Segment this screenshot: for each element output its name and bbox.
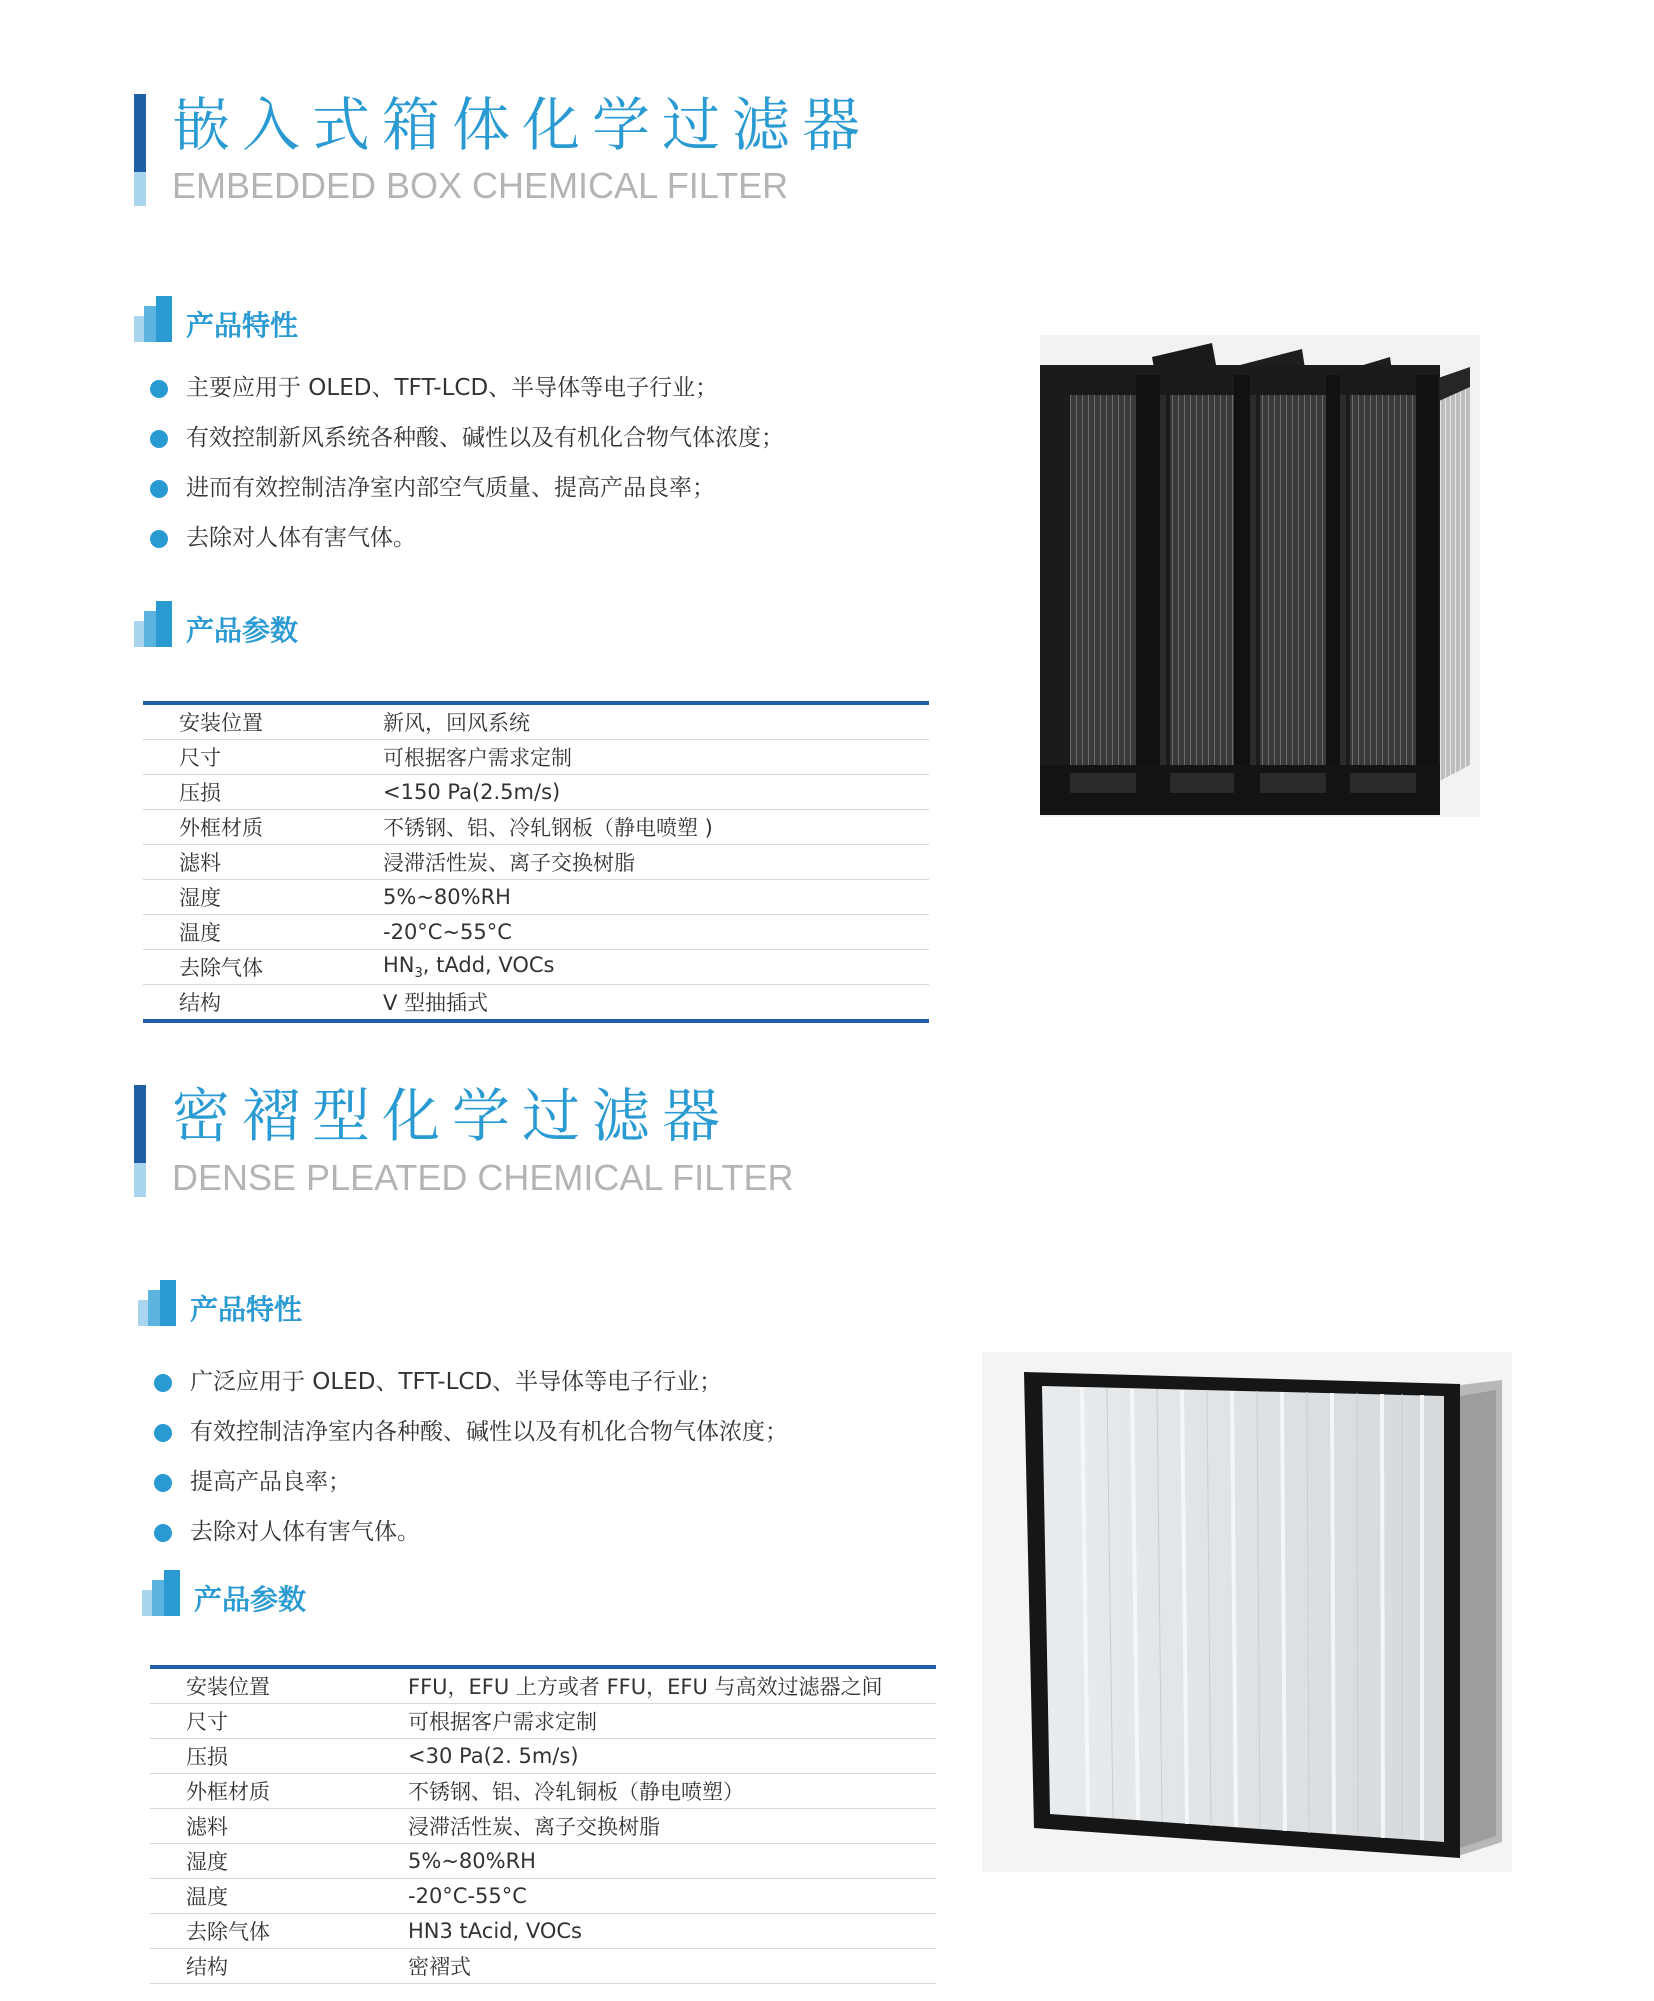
list-item	[150, 363, 784, 413]
table-row	[143, 985, 929, 1022]
table-row	[143, 915, 929, 950]
title-accent-bar	[134, 1085, 146, 1163]
bullet-dot-icon	[154, 1374, 172, 1392]
param-value: 浸滞活性炭、离子交换树脂	[408, 1809, 936, 1844]
pleated-panel-filter-image	[982, 1352, 1512, 1872]
v-bank-box-filter-illustration	[1040, 335, 1480, 817]
table-row	[143, 845, 929, 880]
list-item	[150, 413, 784, 463]
param-value	[383, 950, 929, 985]
param-key: 压损	[143, 775, 383, 810]
param-key: 外框材质	[143, 810, 383, 845]
table-row	[143, 950, 929, 985]
feature-text: 提高产品良率；	[190, 1469, 351, 1495]
param-key: 去除气体	[150, 1914, 408, 1949]
product-title-en: EMBEDDED BOX CHEMICAL FILTER	[172, 165, 789, 206]
param-key: 结构	[150, 1949, 408, 1984]
title-accent-bar-light	[134, 172, 146, 206]
param-value: 不锈钢、铝、冷轧铜板（静电喷塑）	[408, 1774, 936, 1809]
param-value: 新风，回风系统	[383, 705, 929, 740]
param-key: 去除气体	[143, 950, 383, 985]
param-key: 尺寸	[150, 1704, 408, 1739]
bullet-dot-icon	[150, 480, 168, 498]
table-row	[143, 810, 929, 845]
feature-text: 去除对人体有害气体。	[186, 525, 416, 551]
list-item	[154, 1507, 788, 1557]
param-key: 外框材质	[150, 1774, 408, 1809]
param-value: <150 Pa(2.5m/s)	[383, 775, 929, 810]
bullet-dot-icon	[154, 1424, 172, 1442]
v-bank-box-filter-image	[1040, 335, 1480, 817]
param-key: 温度	[143, 915, 383, 950]
product-title-cn: 密褶型化学过滤器	[172, 1082, 733, 1150]
param-key: 尺寸	[143, 740, 383, 775]
param-value: 可根据客户需求定制	[383, 740, 929, 775]
list-item	[154, 1407, 788, 1457]
bullet-dot-icon	[150, 430, 168, 448]
param-key: 滤料	[150, 1809, 408, 1844]
param-value-main: HN	[383, 952, 415, 977]
table-row	[143, 880, 929, 915]
bullet-dot-icon	[150, 530, 168, 548]
param-value: -20°C-55°C	[408, 1879, 936, 1914]
table-row	[143, 775, 929, 810]
param-value: 5%~80%RH	[408, 1844, 936, 1879]
param-value-subscript: 3	[414, 966, 423, 982]
table-row	[150, 1949, 936, 1984]
table-row	[150, 1809, 936, 1844]
bullet-dot-icon	[154, 1524, 172, 1542]
table-row	[150, 1669, 936, 1704]
param-value: -20°C~55°C	[383, 915, 929, 950]
param-value: 不锈钢、铝、冷轧钢板（静电喷塑 )	[383, 810, 929, 845]
table-row	[150, 1774, 936, 1809]
param-key: 压损	[150, 1739, 408, 1774]
param-value: FFU，EFU 上方或者 FFU，EFU 与高效过滤器之间	[408, 1669, 936, 1704]
pleated-panel-filter-illustration	[982, 1352, 1512, 1872]
table-row	[150, 1739, 936, 1774]
param-value: 密褶式	[408, 1949, 936, 1984]
param-value: V 型抽插式	[383, 985, 929, 1022]
list-item	[150, 513, 784, 563]
list-item	[150, 463, 784, 513]
features-heading-label: 产品特性	[186, 309, 299, 342]
feature-text: 广泛应用于 OLED、TFT-LCD、半导体等电子行业；	[190, 1369, 723, 1395]
bullet-dot-icon	[154, 1474, 172, 1492]
bar-chart-icon	[134, 296, 172, 342]
table-row	[150, 1704, 936, 1739]
features-list	[150, 363, 784, 563]
features-list	[154, 1357, 788, 1557]
title-accent-bar	[134, 94, 146, 172]
feature-text: 主要应用于 OLED、TFT-LCD、半导体等电子行业；	[186, 375, 719, 401]
features-heading-label: 产品特性	[190, 1293, 303, 1326]
feature-text: 去除对人体有害气体。	[190, 1519, 420, 1545]
table-row	[150, 1879, 936, 1914]
product-title-cn: 嵌入式箱体化学过滤器	[172, 91, 873, 159]
param-value: 5%~80%RH	[383, 880, 929, 915]
list-item	[154, 1357, 788, 1407]
params-heading-label: 产品参数	[186, 614, 299, 647]
table-row	[150, 1914, 936, 1949]
bullet-dot-icon	[150, 380, 168, 398]
bar-chart-icon	[138, 1280, 176, 1326]
title-accent-bar-light	[134, 1163, 146, 1197]
params-heading-label: 产品参数	[194, 1583, 307, 1616]
param-key: 结构	[143, 985, 383, 1022]
feature-text: 有效控制新风系统各种酸、碱性以及有机化合物气体浓度；	[186, 425, 784, 451]
list-item	[154, 1457, 788, 1507]
table-row	[143, 705, 929, 740]
param-value: HN3 tAcid, VOCs	[408, 1914, 936, 1949]
param-value: 浸滞活性炭、离子交换树脂	[383, 845, 929, 880]
params-table	[143, 701, 929, 1023]
param-value: <30 Pa(2. 5m/s)	[408, 1739, 936, 1774]
param-key: 安装位置	[143, 705, 383, 740]
param-key: 滤料	[143, 845, 383, 880]
bar-chart-icon	[134, 601, 172, 647]
param-key: 湿度	[143, 880, 383, 915]
param-value: 可根据客户需求定制	[408, 1704, 936, 1739]
param-value-rest: , tAdd, VOCs	[422, 952, 555, 977]
table-row	[150, 1844, 936, 1879]
param-key: 湿度	[150, 1844, 408, 1879]
feature-text: 进而有效控制洁净室内部空气质量、提高产品良率；	[186, 475, 715, 501]
product-title-en: DENSE PLEATED CHEMICAL FILTER	[172, 1157, 794, 1198]
bar-chart-icon	[142, 1570, 180, 1616]
table-row	[143, 740, 929, 775]
params-table	[150, 1665, 936, 1984]
param-key: 安装位置	[150, 1669, 408, 1704]
feature-text: 有效控制洁净室内各种酸、碱性以及有机化合物气体浓度；	[190, 1419, 788, 1445]
param-key: 温度	[150, 1879, 408, 1914]
